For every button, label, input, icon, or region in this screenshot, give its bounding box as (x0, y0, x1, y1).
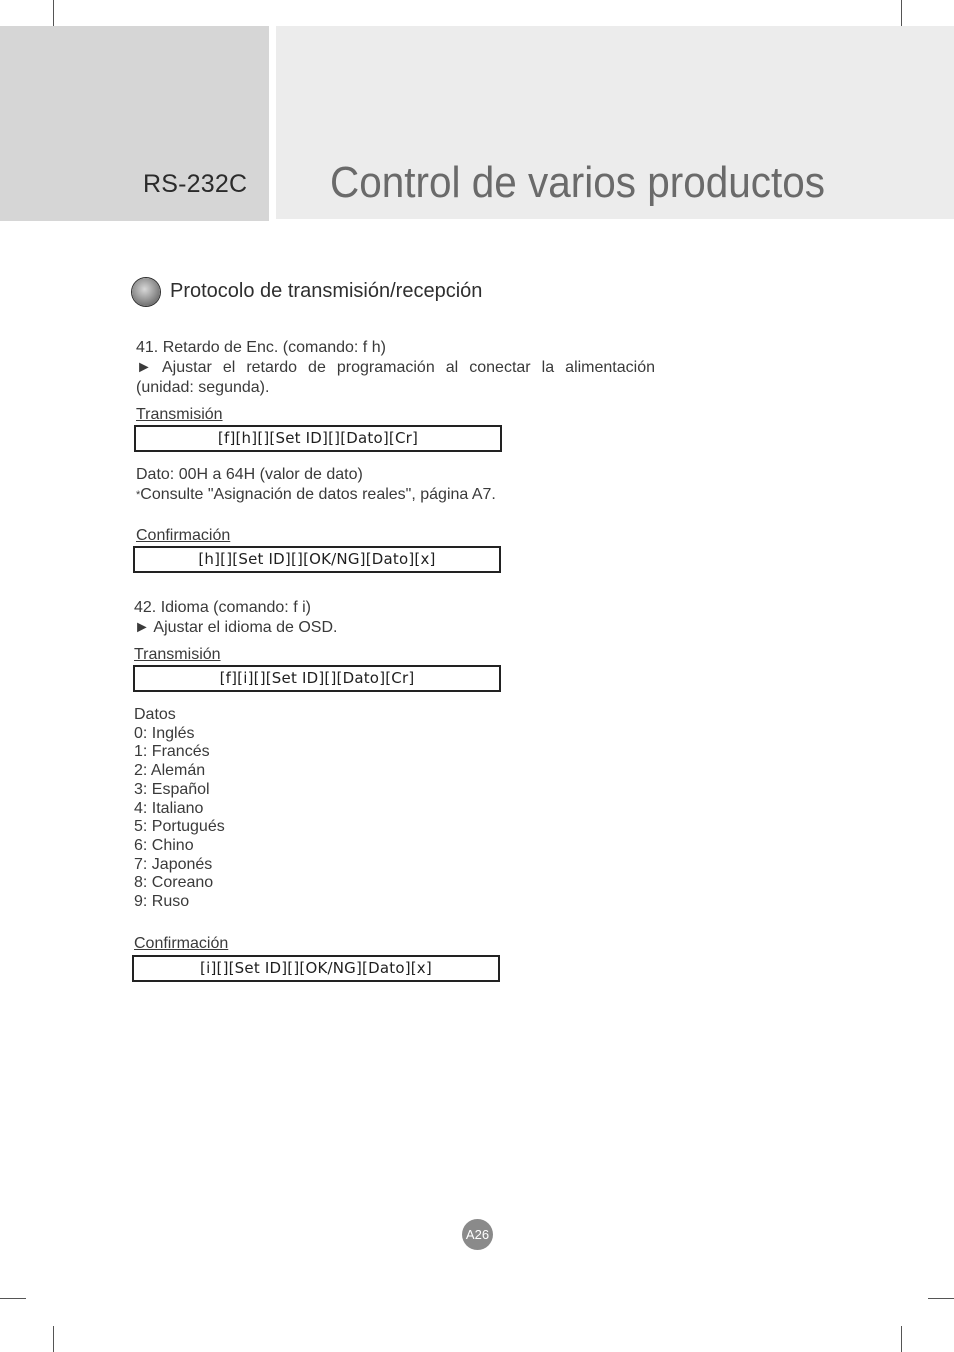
item-41-transmission-label: Transmisión (136, 406, 223, 423)
crop-mark (53, 1326, 54, 1352)
item-42-description: ► Ajustar el idioma de OSD. (134, 619, 338, 636)
item-41-confirmation-command: [h][][Set ID][][OK/NG][Dato][x] (133, 546, 501, 573)
section-heading: Protocolo de transmisión/recepción (170, 280, 483, 302)
list-item: 1: Francés (134, 743, 210, 761)
item-41-confirmation-label: Confirmación (136, 527, 231, 544)
crop-mark (901, 1326, 902, 1352)
crop-mark (901, 0, 902, 26)
page-title: Control de varios productos (330, 158, 826, 207)
item-41-title: 41. Retardo de Enc. (comando: f h) (136, 339, 386, 356)
list-item: 9: Ruso (134, 893, 190, 911)
page-number-badge: A26 (462, 1219, 493, 1250)
item-41-note (136, 485, 496, 505)
list-item: 3: Español (134, 780, 210, 798)
list-item: 2: Alemán (134, 762, 206, 780)
item-42-title: 42. Idioma (comando: f i) (134, 599, 311, 616)
note-asterisk: * (136, 489, 141, 501)
list-item: 6: Chino (134, 836, 194, 854)
crop-mark (928, 1298, 954, 1299)
data-heading: Datos (134, 706, 176, 723)
bullet-icon (132, 278, 160, 306)
item-41-data-range: Dato: 00H a 64H (valor de dato) (136, 466, 363, 483)
item-42-transmission-label: Transmisión (134, 646, 221, 663)
note-text: Consulte "Asignación de datos reales", página A7. (140, 486, 496, 503)
list-item: 5: Portugués (134, 818, 225, 836)
list-item: 7: Japonés (134, 855, 213, 873)
section-label: RS-232C (143, 170, 248, 198)
item-42-data-list (134, 706, 225, 912)
item-42-confirmation-command: [i][][Set ID][][OK/NG][Dato][x] (132, 955, 500, 982)
crop-mark (0, 1298, 26, 1299)
list-item: 0: Inglés (134, 724, 195, 742)
item-41-transmission-command: [f][h][][Set ID][][Dato][Cr] (134, 425, 502, 452)
list-item: 8: Coreano (134, 874, 214, 892)
crop-mark (53, 0, 54, 26)
item-42-transmission-command: [f][i][][Set ID][][Dato][Cr] (133, 665, 501, 692)
item-41-description-cont: (unidad: segunda). (136, 379, 270, 396)
item-41-description: ► Ajustar el retardo de programación al conectar la alimentación (136, 359, 655, 376)
item-42-confirmation-label: Confirmación (134, 935, 229, 952)
list-item: 4: Italiano (134, 799, 204, 817)
